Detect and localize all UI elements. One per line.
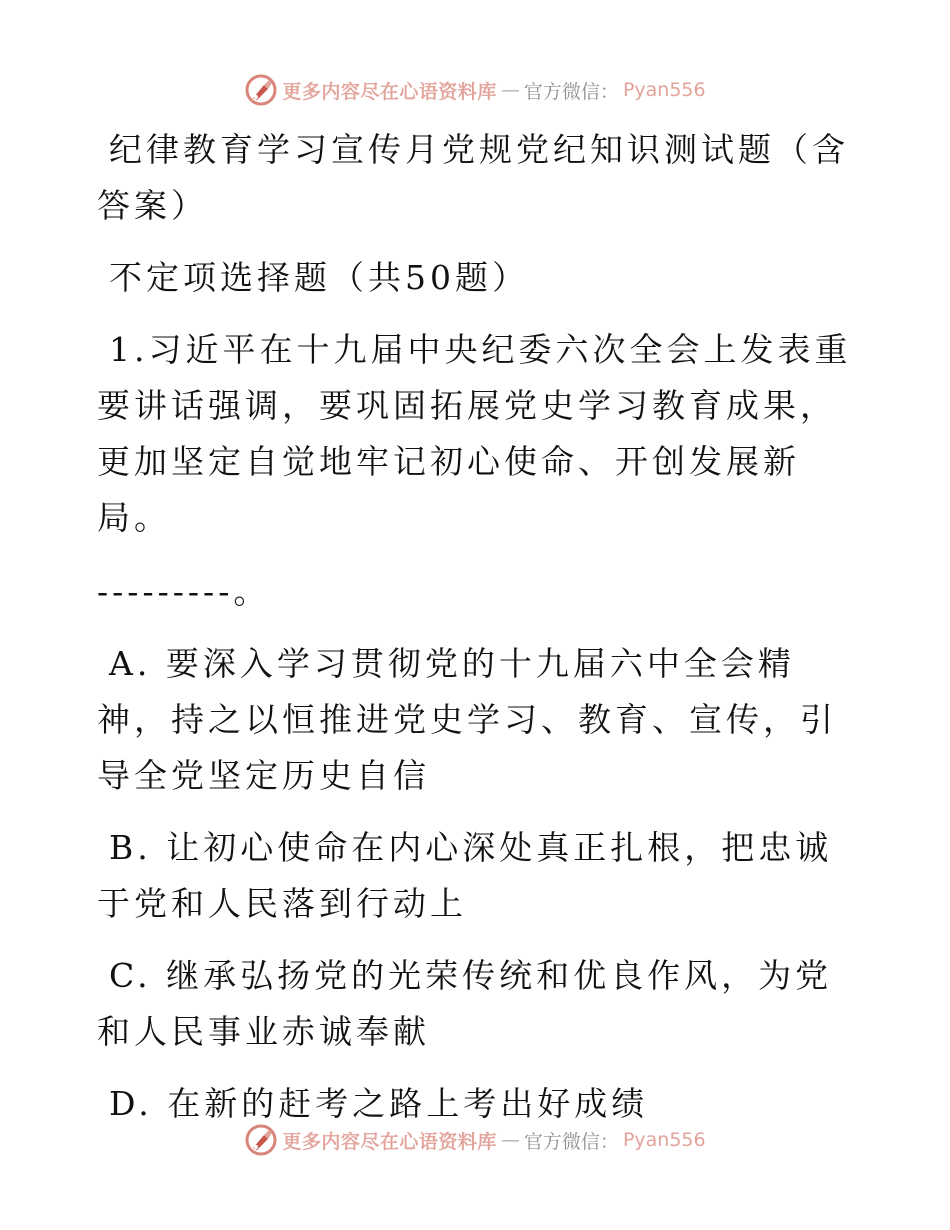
document-body	[97, 122, 857, 1148]
watermark-separator: —	[500, 1129, 520, 1151]
option-c	[97, 948, 857, 1060]
watermark-wechat-label: 官方微信：	[523, 1130, 619, 1153]
document-title: 纪律教育学习宣传月党规党纪知识测试题（含答案）	[97, 130, 849, 225]
option-a	[97, 636, 857, 804]
option-label: A.	[109, 644, 152, 683]
watermark-wechat-id: Pyan556	[622, 79, 706, 101]
watermark-text: 更多内容尽在心语资料库	[282, 80, 497, 103]
option-label: B.	[109, 828, 152, 867]
question-number: 1.	[109, 330, 149, 369]
watermark-wechat-label: 官方微信：	[523, 80, 619, 103]
option-b	[97, 820, 857, 932]
footer-watermark	[0, 1120, 950, 1160]
option-label: D.	[109, 1084, 153, 1123]
answer-blank: ---------。	[97, 572, 271, 611]
header-watermark	[0, 70, 950, 110]
question-1	[97, 322, 857, 546]
option-text: 要深入学习贯彻党的十九届六中全会精神，持之以恒推进党史学习、教育、宣传，引导全党坚定历史自信	[97, 644, 837, 795]
option-text: 让初心使命在内心深处真正扎根，把忠诚于党和人民落到行动上	[97, 828, 833, 923]
option-text: 继承弘扬党的光荣传统和优良作风，为党和人民事业赤诚奉献	[97, 956, 833, 1051]
watermark-separator: —	[500, 79, 520, 101]
pen-nib-logo-icon	[244, 73, 278, 107]
question-text: 习近平在十九届中央纪委六次全会上发表重要讲话强调，要巩固拓展党史学习教育成果，更加坚定自觉地牢记初心使命、开创发展新局。	[97, 330, 852, 537]
option-label: C.	[109, 956, 152, 995]
section-heading: 不定项选择题（共50题）	[109, 258, 529, 297]
watermark-wechat-id: Pyan556	[622, 1129, 706, 1151]
pen-nib-logo-icon	[244, 1123, 278, 1157]
watermark-text: 更多内容尽在心语资料库	[282, 1130, 497, 1153]
option-text: 在新的赶考之路上考出好成绩	[167, 1084, 649, 1123]
